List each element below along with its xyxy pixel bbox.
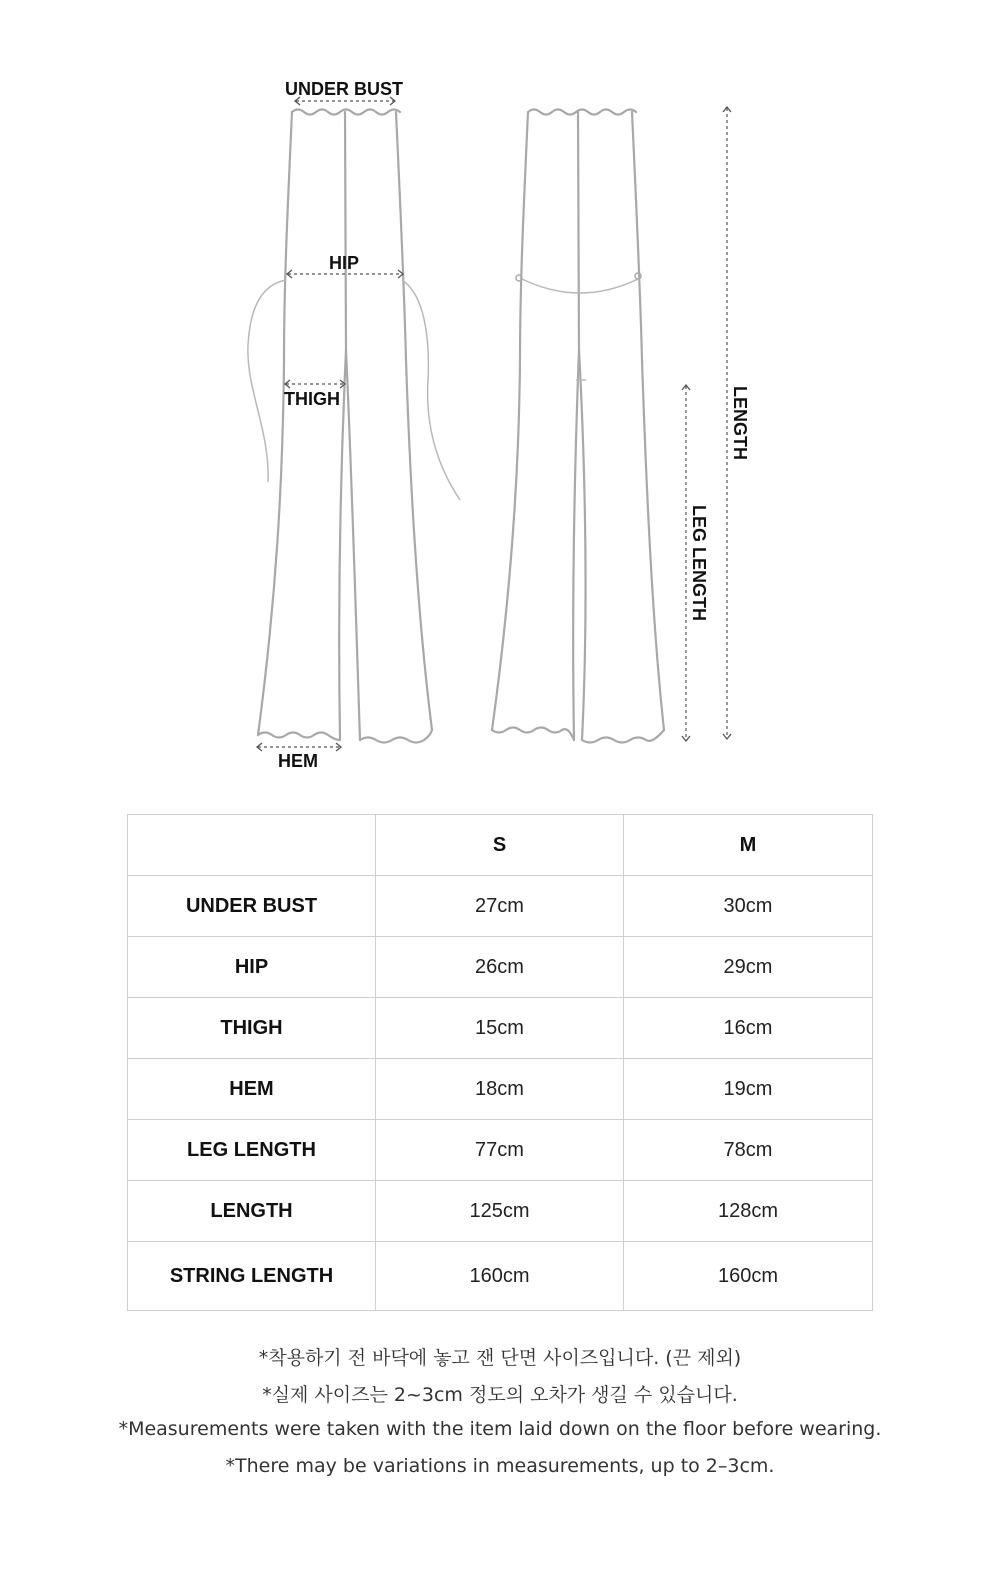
table-row bbox=[128, 998, 873, 1059]
cell-s: 26cm bbox=[376, 937, 624, 998]
row-label: HEM bbox=[128, 1059, 376, 1120]
label-under-bust: UNDER BUST bbox=[284, 79, 404, 99]
label-leg-length: LEG LENGTH bbox=[689, 505, 709, 621]
table-row bbox=[128, 876, 873, 937]
back-garment-drawing bbox=[492, 110, 664, 743]
header-size-m: M bbox=[624, 815, 873, 876]
row-label: LEG LENGTH bbox=[128, 1120, 376, 1181]
cell-s: 27cm bbox=[376, 876, 624, 937]
size-table bbox=[127, 814, 873, 1311]
label-length: LENGTH bbox=[730, 386, 750, 460]
label-hem: HEM bbox=[278, 751, 318, 771]
note-korean-1: *착용하기 전 바닥에 놓고 잰 단면 사이즈입니다. (끈 제외) bbox=[258, 1347, 742, 1369]
row-label: LENGTH bbox=[128, 1181, 376, 1242]
label-thigh: THIGH bbox=[284, 389, 340, 409]
cell-m: 30cm bbox=[624, 876, 873, 937]
cell-m: 160cm bbox=[624, 1242, 873, 1311]
row-label: UNDER BUST bbox=[128, 876, 376, 937]
table-row bbox=[128, 1181, 873, 1242]
row-label: HIP bbox=[128, 937, 376, 998]
table-row bbox=[128, 1120, 873, 1181]
cell-m: 16cm bbox=[624, 998, 873, 1059]
thigh-measure bbox=[285, 380, 345, 388]
table-header-row bbox=[128, 815, 873, 876]
row-label: STRING LENGTH bbox=[128, 1242, 376, 1311]
cell-s: 77cm bbox=[376, 1120, 624, 1181]
cell-s: 15cm bbox=[376, 998, 624, 1059]
header-size-s: S bbox=[376, 815, 624, 876]
cell-s: 160cm bbox=[376, 1242, 624, 1311]
cell-s: 18cm bbox=[376, 1059, 624, 1120]
table-row bbox=[128, 1242, 873, 1311]
cell-s: 125cm bbox=[376, 1181, 624, 1242]
leg-length-measure bbox=[682, 385, 690, 741]
hem-measure bbox=[257, 743, 341, 751]
header-empty bbox=[128, 815, 376, 876]
cell-m: 128cm bbox=[624, 1181, 873, 1242]
cell-m: 29cm bbox=[624, 937, 873, 998]
row-label: THIGH bbox=[128, 998, 376, 1059]
cell-m: 78cm bbox=[624, 1120, 873, 1181]
note-english-1: *Measurements were taken with the item laid down on the floor before wearing. bbox=[118, 1418, 882, 1440]
cell-m: 19cm bbox=[624, 1059, 873, 1120]
note-korean-2: *실제 사이즈는 2~3cm 정도의 오차가 생길 수 있습니다. bbox=[262, 1384, 738, 1406]
note-english-2: *There may be variations in measurements, up to 2–3cm. bbox=[225, 1455, 775, 1477]
label-hip: HIP bbox=[328, 253, 360, 273]
length-measure bbox=[723, 107, 731, 739]
table-row bbox=[128, 937, 873, 998]
front-garment-drawing bbox=[248, 110, 460, 743]
table-row bbox=[128, 1059, 873, 1120]
